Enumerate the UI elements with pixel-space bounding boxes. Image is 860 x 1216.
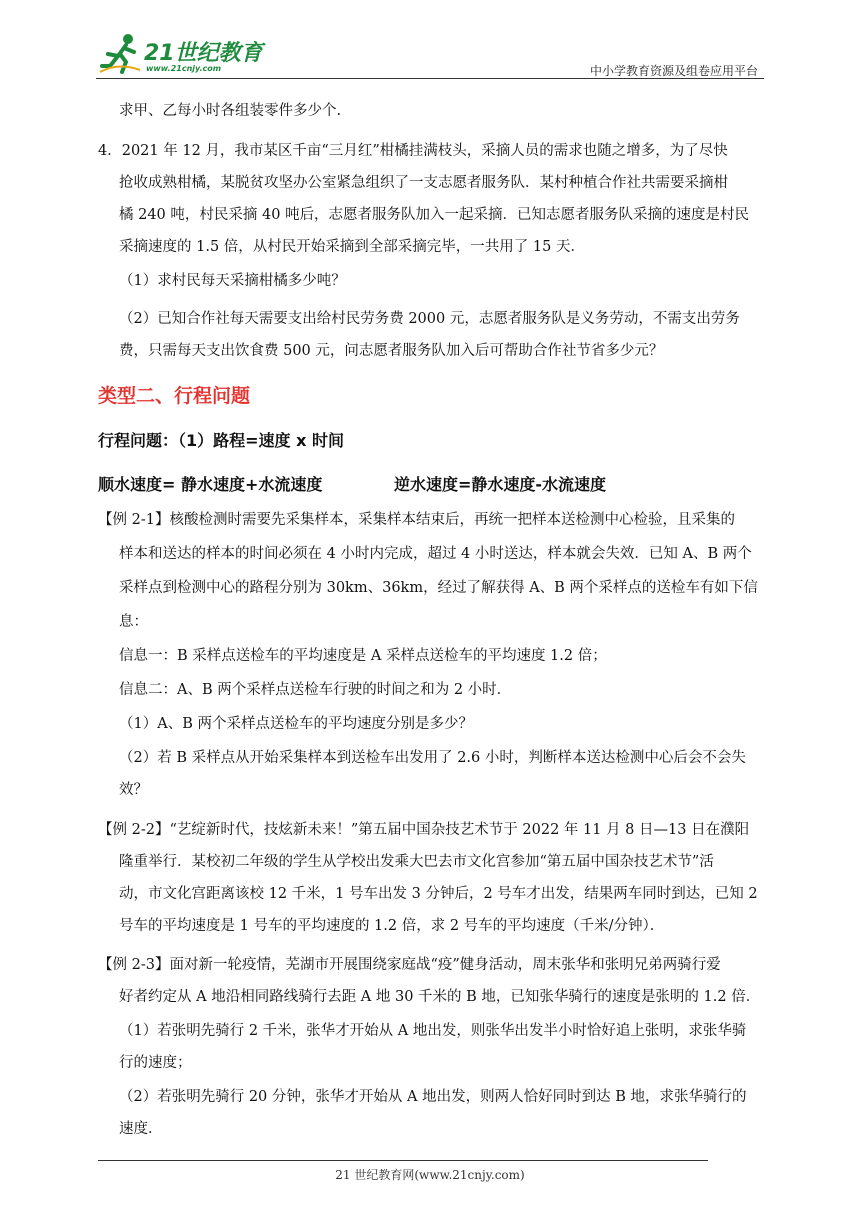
text-line: 求甲、乙每小时各组装零件多少个.	[119, 103, 342, 119]
example-text: （2）若张明先骑行 20 分钟，张华才开始从 A 地出发，则两人恰好同时到达 B 地，求张华骑行的	[119, 1089, 747, 1105]
example-text: 【例 2-2】“艺绽新时代，技炫新未来！”第五届中国杂技艺术节于 2022 年 11 月 8 日—13 日在濮阳	[98, 822, 750, 838]
example-text: 效？	[119, 782, 148, 798]
text-line: 橘 240 吨，村民采摘 40 吨后，志愿者服务队加入一起采摘．已知志愿者服务队采摘的速度是村民	[119, 207, 750, 223]
text-line: 费，只需每天支出饮食费 500 元，问志愿者服务队加入后可帮助合作社节省多少元？	[119, 343, 664, 359]
page-footer: 21 世纪教育网(www.21cnjy.com)	[335, 1168, 525, 1182]
header-platform-title: 中小学教育资源及组卷应用平台	[589, 64, 758, 78]
example-text: 动，市文化宫距离该校 12 千米，1 号车出发 3 分钟后，2 号车才出发，结果两车同时到达，已知 2	[119, 886, 758, 902]
text-line: 采摘速度的 1.5 倍，从村民开始采摘到全部采摘完毕，一共用了 15 天．	[119, 239, 585, 255]
example-text: 信息二：A、B 两个采样点送检车行驶的时间之和为 2 小时．	[119, 682, 512, 698]
example-text: （1）A、B 两个采样点送检车的平均速度分别是多少？	[119, 716, 473, 732]
page-header	[96, 30, 764, 82]
formula-downstream: 顺水速度= 静水速度+水流速度	[98, 475, 323, 494]
example-text: 采样点到检测中心的路程分别为 30km、36km，经过了解获得 A、B 两个采样点的送检车有如下信	[119, 580, 758, 596]
logo-text: 21世纪教育	[144, 41, 263, 66]
example-text: （2）若 B 采样点从开始采集样本到送检车出发用了 2.6 小时，判断样本送达检测中心后会不会失	[119, 750, 746, 766]
example-text: 【例 2-1】核酸检测时需要先采集样本，采集样本结束后，再统一把样本送检测中心检验，且采集的	[98, 512, 735, 528]
text-line: 4．2021 年 12 月，我市某区千亩“三月红”柑橘挂满枝头，采摘人员的需求也随之增多，为了尽快	[98, 143, 728, 159]
example-text: 好者约定从 A 地沿相同路线骑行去距 A 地 30 千米的 B 地，已知张华骑行的速度是张明的 1.2 倍．	[119, 989, 761, 1005]
example-text: 隆重举行．某校初二年级的学生从学校出发乘大巴去市文化宫参加“第五届中国杂技艺术节”活	[119, 854, 714, 870]
example-text: 速度．	[119, 1121, 163, 1137]
formula-distance: 行程问题：（1）路程=速度 x 时间	[98, 431, 345, 450]
logo	[96, 30, 266, 78]
example-text: 号车的平均速度是 1 号车的平均速度的 1.2 倍，求 2 号车的平均速度（千米/分钟）．	[119, 918, 665, 934]
text-line: （1）求村民每天采摘柑橘多少吨？	[119, 273, 346, 289]
example-text: 【例 2-3】面对新一轮疫情，芜湖市开展围绕家庭战“疫”健身活动，周末张华和张明兄弟两骑行爱	[98, 957, 721, 973]
logo-url: www.21cnjy.com	[146, 64, 222, 73]
text-line: 抢收成熟柑橘，某脱贫攻坚办公室紧急组织了一支志愿者服务队．某村种植合作社共需要采摘柑	[119, 175, 728, 191]
footer-divider	[98, 1160, 708, 1161]
example-text: 息：	[119, 614, 148, 630]
example-text: （1）若张明先骑行 2 千米，张华才开始从 A 地出发，则张华出发半小时恰好追上张明，求张华骑	[119, 1023, 747, 1039]
example-text: 信息一：B 采样点送检车的平均速度是 A 采样点送检车的平均速度 1.2 倍；	[119, 648, 607, 664]
section-title: 类型二、行程问题	[98, 385, 251, 407]
example-text: 行的速度；	[119, 1055, 192, 1071]
formula-upstream: 逆水速度=静水速度-水流速度	[394, 475, 607, 494]
runner-logo-icon	[98, 32, 142, 76]
text-line: （2）已知合作社每天需要支出给村民劳务费 2000 元，志愿者服务队是义务劳动，不需支出劳务	[119, 311, 740, 327]
header-divider	[96, 78, 764, 79]
example-text: 样本和送达的样本的时间必须在 4 小时内完成，超过 4 小时送达，样本就会失效．已知 A、B 两个	[119, 546, 752, 562]
